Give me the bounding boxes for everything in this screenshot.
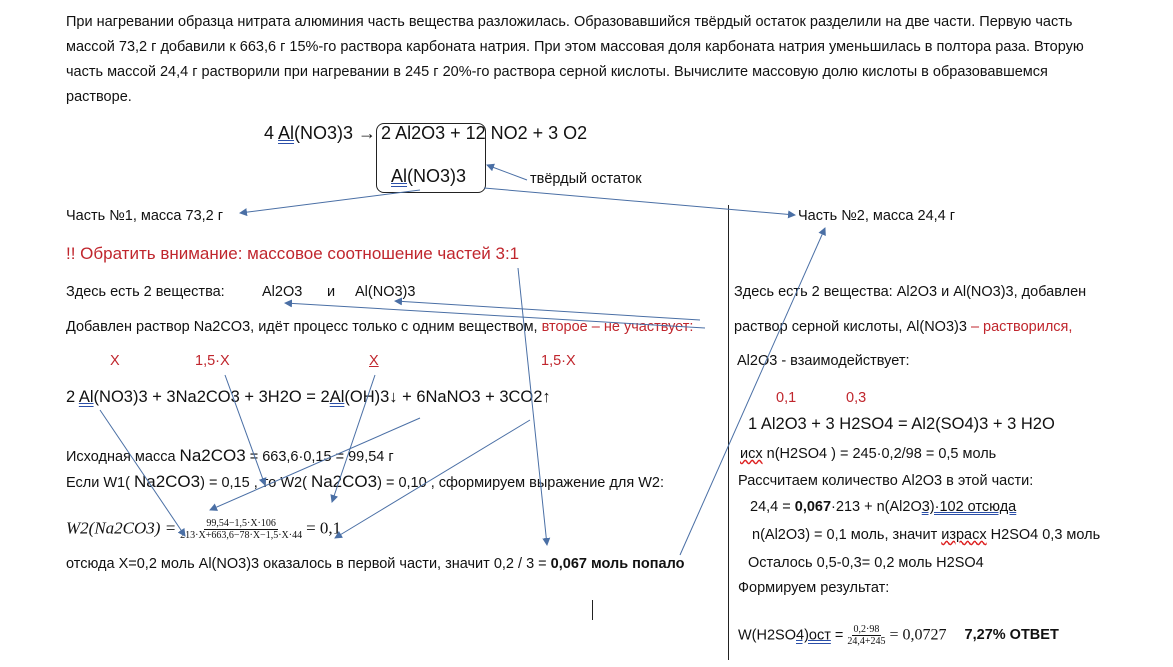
mass-equation: 24,4 = 0,067·213 + n(Al2O3)·102 отсюда xyxy=(750,499,1017,515)
n-al2o3-line: n(Al2O3) = 0,1 моль, значит израсх H2SO4 0,3 моль xyxy=(752,527,1101,543)
al2o3-reacts: Al2O3 - взаимодействует: xyxy=(737,353,910,369)
w1-w2-line: Если W1( Na2CO3) = 0,15 , то W2( Na2CO3) = 0,10 , сформируем выражение для W2: xyxy=(66,472,664,491)
problem-line-2: массой 73,2 г добавили к 663,6 г 15%-го раствора карбоната натрия. При этом массовая доля карбоната натрия уменьшилась в полтора раза. Вторую xyxy=(66,39,1084,55)
problem-line-3: часть массой 24,4 г растворили при нагревании в 245 г 20%-го раствора серной кислоты. Вычислите массовую долю кислоты в образовавшемся xyxy=(66,64,1048,80)
arrow-to-part1 xyxy=(240,190,420,213)
coef-x3: Х xyxy=(369,353,379,369)
and-word: и xyxy=(327,284,336,300)
result-line: отсюда X=0,2 моль Al(NO3)3 оказалось в первой части, значит 0,2 / 3 = 0,067 моль попало xyxy=(66,556,685,572)
coef-03: 0,3 xyxy=(846,390,867,406)
substance-al2o3: Al2O3 xyxy=(262,284,303,300)
residue-label: твёрдый остаток xyxy=(530,171,642,187)
coef-x4: 1,5·Х xyxy=(541,353,576,369)
part2-label: Часть №2, масса 24,4 г xyxy=(798,208,956,224)
part1-label: Часть №1, масса 73,2 г xyxy=(66,208,224,224)
reaction-equation-right: 1 Al2O3 + 3 H2SO4 = Al2(SO4)3 + 3 H2O xyxy=(748,415,1055,433)
arrow-to-part2-result xyxy=(680,228,825,555)
arrow-to-al-no3 xyxy=(395,301,700,320)
reaction-equation-left: 2 Al(NO3)3 + 3Na2CO3 + 3H2O = 2Al(OH)3↓ + 6NaNO3 + 3CO2↑ xyxy=(66,388,551,406)
acid-line: раствор серной кислоты, Al(NO3)3 – растворился, xyxy=(734,319,1073,335)
problem-line-1: При нагревании образца нитрата алюминия часть вещества разложилась. Образовавшийся твёрдый остаток разделили на две части. Первую часть xyxy=(66,14,1073,30)
w2-formula: W2(Na2CO3) = $\frac{99,54-1,5\cdot X\cdot 106}{213\cdot X+663,6-78\cdot X-1,5\cdot X\cdot 44}$ = 0,1 xyxy=(66,518,342,541)
form-result: Формируем результат: xyxy=(738,580,890,596)
arrow-nano3 xyxy=(210,418,420,510)
two-substances-left: Здесь есть 2 вещества: xyxy=(66,284,225,300)
substance-al-no3: Al(NO3)3 xyxy=(355,284,416,300)
attention-note: !! Обратить внимание: массовое соотношение частей 3:1 xyxy=(66,244,520,263)
initial-mass: Исходная масса Na2CO3 = 663,6·0,15 = 99,54 г xyxy=(66,446,394,465)
added-na2co3: Добавлен раствор Na2CO3, идёт процесс только с одним веществом, второе – не участвует: xyxy=(66,319,694,335)
final-formula: W(H2SO4)ост = $\frac{0,2\cdot 98}{24,4+245}$ = 0,0727 7,27% ОТВЕТ xyxy=(738,624,1059,647)
arrow-na2co3 xyxy=(225,375,265,485)
decomposition-equation: 4 Al(NO3)3 → 2 Al2O3 + 12 NO2 + 3 O2 xyxy=(264,123,588,143)
coef-x2: 1,5·Х xyxy=(195,353,230,369)
box-al-no3: Al(NO3)3 xyxy=(391,166,467,186)
coef-01: 0,1 xyxy=(776,390,797,406)
initial-acid: исх n(H2SO4 ) = 245·0,2/98 = 0,5 моль xyxy=(740,446,997,462)
arrow-residue xyxy=(487,165,527,180)
calc-heading: Рассчитаем количество Al2O3 в этой части: xyxy=(738,473,1034,489)
coef-x1: Х xyxy=(110,353,120,369)
arrow-co2 xyxy=(335,420,530,538)
remaining-acid: Осталось 0,5-0,3= 0,2 моль H2SO4 xyxy=(748,555,984,571)
two-substances-right: Здесь есть 2 вещества: Al2O3 и Al(NO3)3, добавлен xyxy=(734,284,1087,300)
arrow-alno3-x xyxy=(100,410,185,536)
problem-line-4: растворе. xyxy=(66,89,132,105)
arrow-to-part2 xyxy=(484,188,795,215)
arrow-aloh3 xyxy=(332,375,375,502)
